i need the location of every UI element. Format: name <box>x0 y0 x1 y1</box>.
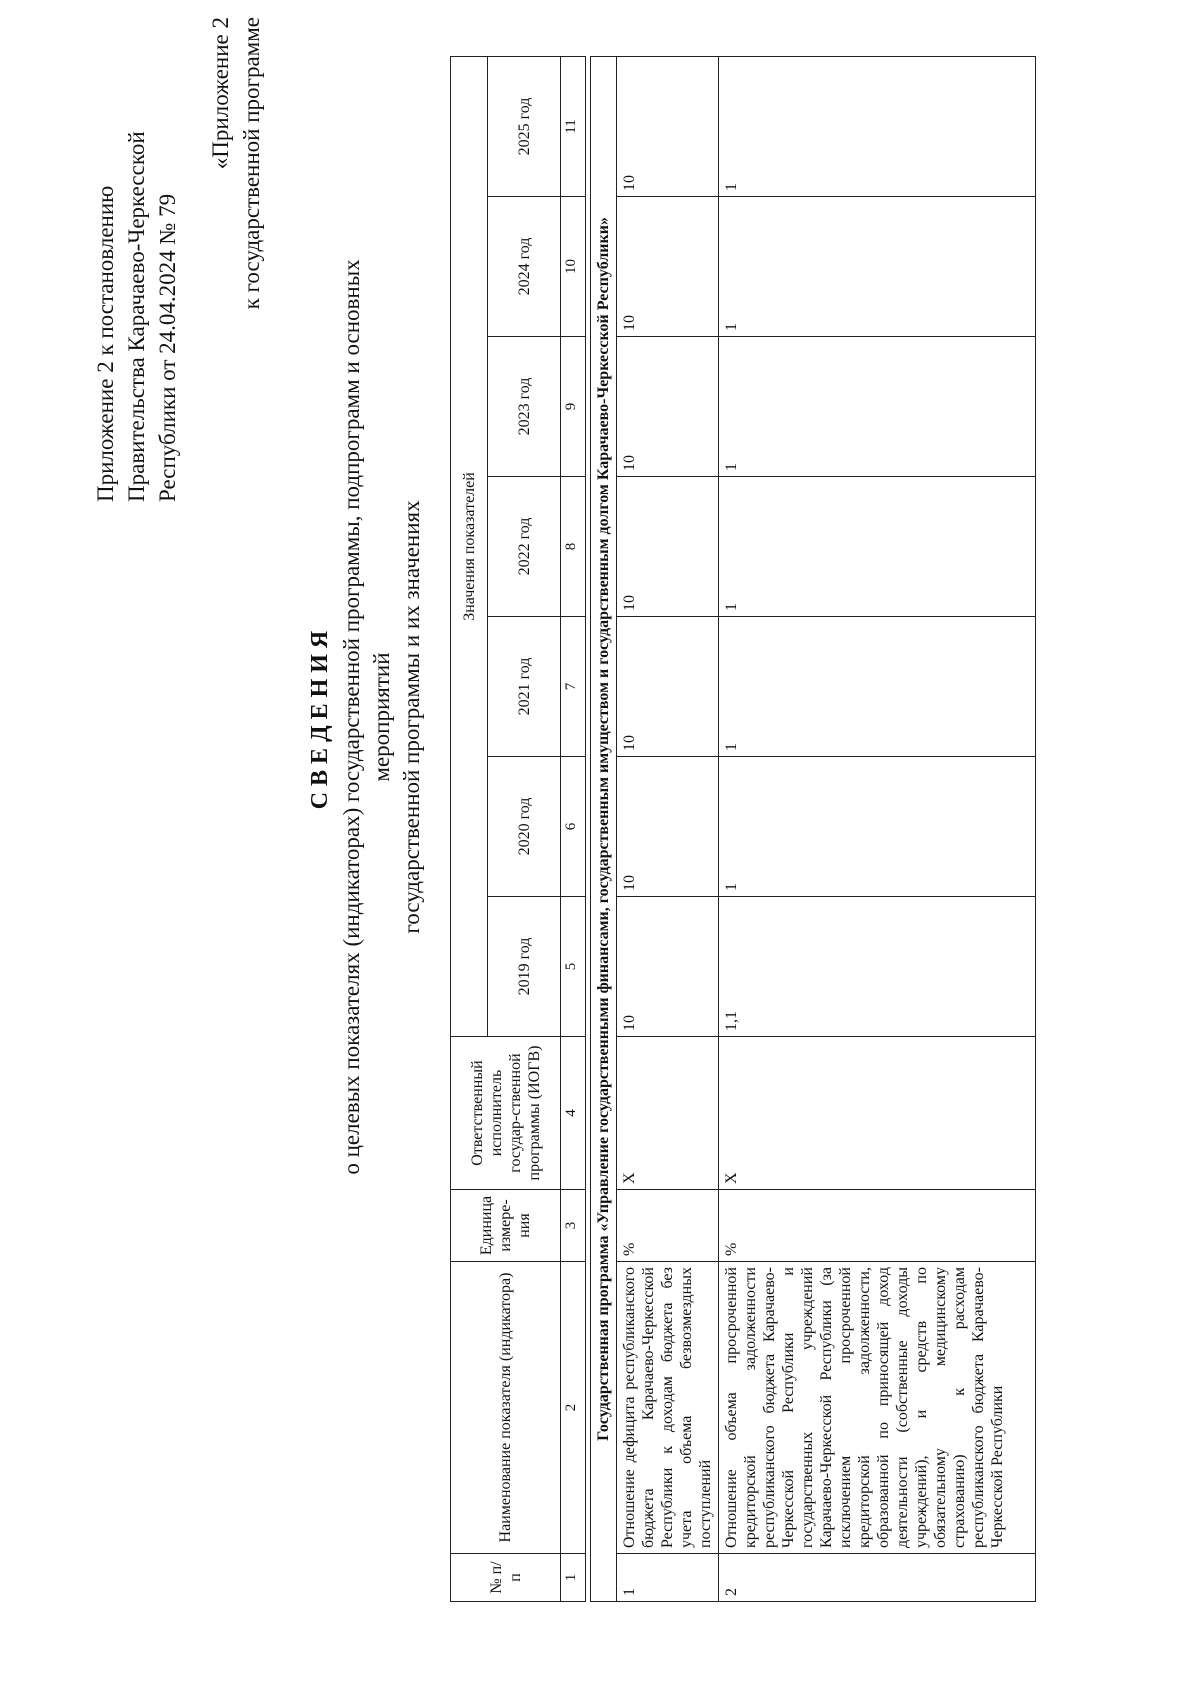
row-value: 1 <box>719 56 1036 196</box>
document-title: СВЕДЕНИЯ <box>307 624 333 810</box>
column-number: 5 <box>561 897 586 1037</box>
column-number: 6 <box>561 757 586 897</box>
row-value: 10 <box>617 337 719 477</box>
table-header-row <box>451 56 488 1601</box>
approval-line: Республики от 24.04.2024 № 79 <box>155 193 180 502</box>
header-year: 2019 год <box>488 897 561 1037</box>
row-value: 1 <box>719 757 1036 897</box>
row-responsible: Х <box>719 1037 1036 1190</box>
column-number-row <box>561 56 586 1601</box>
row-unit: % <box>617 1190 719 1262</box>
approval-line: Приложение 2 к постановлению <box>93 185 118 502</box>
column-number: 2 <box>561 1262 586 1554</box>
row-value: 10 <box>617 757 719 897</box>
section-title: Государственная программа «Управление государственными финансами, государственным имуществом и государственным долгом Карачаево-Черкесской Республики» <box>591 56 617 1601</box>
header-year: 2025 год <box>488 56 561 196</box>
indicators-table <box>450 56 1036 1602</box>
appendix-reference <box>205 17 267 357</box>
section-row <box>591 56 617 1601</box>
header-year: 2024 год <box>488 197 561 337</box>
appendix-line: к государственной программе <box>239 17 264 310</box>
row-value: 10 <box>617 617 719 757</box>
column-number: 4 <box>561 1037 586 1190</box>
row-value: 1 <box>719 337 1036 477</box>
document-heading <box>305 237 427 1197</box>
header-num: № п/п <box>451 1554 561 1602</box>
column-number: 8 <box>561 477 586 617</box>
table-row <box>719 56 1036 1601</box>
row-indicator-name: Отношение дефицита республиканского бюджета Карачаево-Черкесской Республики к доходам бюджета без учета объема безвозмездных поступлений <box>617 1262 719 1554</box>
header-indicator-name: Наименование показателя (индикатора) <box>451 1262 561 1554</box>
row-unit: % <box>719 1190 1036 1262</box>
row-value: 10 <box>617 197 719 337</box>
document-subtitle-line: государственной программы и их значениях <box>399 500 424 934</box>
header-values-group: Значения показателей <box>451 56 488 1036</box>
column-number: 3 <box>561 1190 586 1262</box>
column-number: 10 <box>561 197 586 337</box>
column-number: 11 <box>561 56 586 196</box>
table-row <box>617 56 719 1601</box>
appendix-line: «Приложение 2 <box>208 17 233 170</box>
row-num: 2 <box>719 1554 1036 1602</box>
header-year: 2022 год <box>488 477 561 617</box>
column-number: 1 <box>561 1554 586 1602</box>
approval-line: Правительства Карачаево-Черкесской <box>124 131 149 502</box>
row-value: 10 <box>617 477 719 617</box>
row-value: 1,1 <box>719 897 1036 1037</box>
row-responsible: Х <box>617 1037 719 1190</box>
row-indicator-name: Отношение объема просроченной кредиторской задолженности республиканского бюджета Карачаево-Черкесской Республики и государственных учреждений Карачаево-Черкесской Республики (за исключением просроченной кредиторской задолженности, образованной по приносящей доход деятельности (собственные доходы учреждений), и средств по обязательному медицинскому страхованию) к расходам республиканского бюджета Карачаево-Черкесской Республики <box>719 1262 1036 1554</box>
row-value: 10 <box>617 897 719 1037</box>
row-num: 1 <box>617 1554 719 1602</box>
header-year: 2020 год <box>488 757 561 897</box>
column-number: 7 <box>561 617 586 757</box>
column-number: 9 <box>561 337 586 477</box>
header-year: 2021 год <box>488 617 561 757</box>
approval-block <box>90 82 183 502</box>
header-unit: Единица измере-ния <box>451 1190 561 1262</box>
row-value: 1 <box>719 197 1036 337</box>
row-value: 10 <box>617 56 719 196</box>
header-responsible: Ответственный исполнитель государ-ственной программы (ИОГВ) <box>451 1037 561 1190</box>
row-value: 1 <box>719 617 1036 757</box>
row-value: 1 <box>719 477 1036 617</box>
header-year: 2023 год <box>488 337 561 477</box>
document-subtitle-line: о целевых показателях (индикаторах) государственной программы, подпрограмм и основных мероприятий <box>339 259 394 1175</box>
